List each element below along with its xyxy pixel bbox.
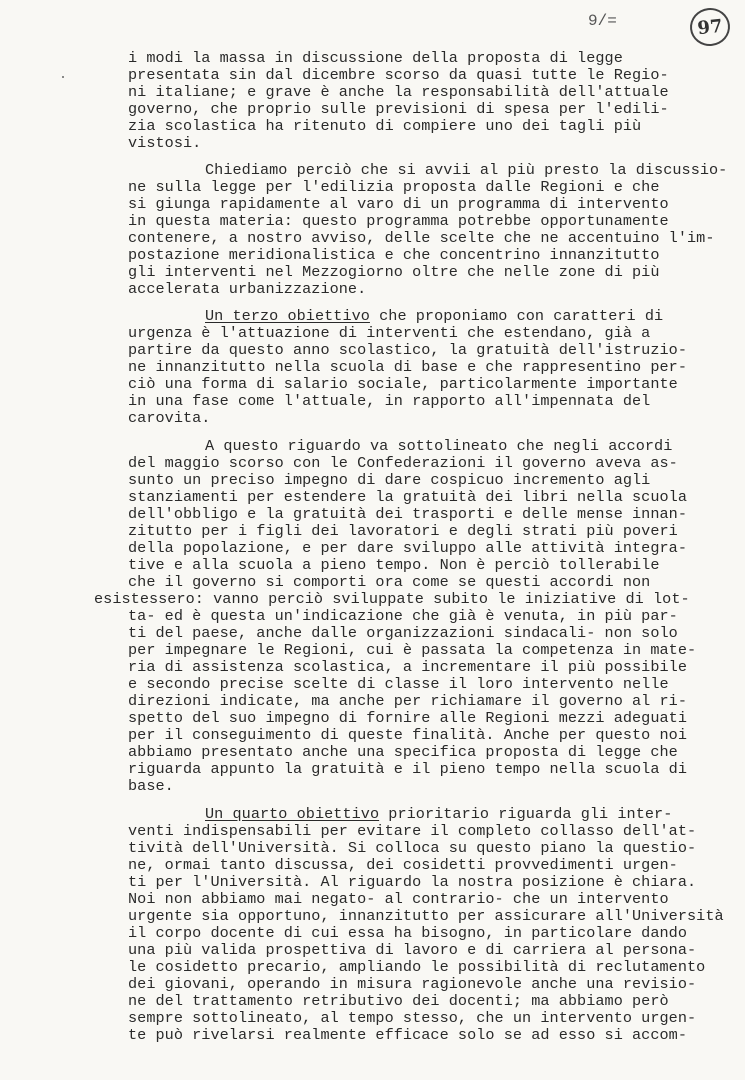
text-line: Noi non abbiamo mai negato- al contrario- che un intervento [128, 890, 669, 908]
text-line: urgente sia opportuno, innanzitutto per assicurare all'Università [128, 907, 724, 925]
text-line: ta- ed è questa un'indicazione che già è venuta, in più par- [128, 607, 678, 625]
text-line: base. [128, 777, 174, 795]
text-line: ria di assistenza scolastica, a incrementare il più possibile [128, 658, 688, 676]
text-line-heading [205, 806, 672, 823]
text-line: venti indispensabili per evitare il completo collasso dell'at- [128, 822, 697, 840]
text-line: del maggio scorso con le Confederazioni il governo aveva as- [128, 454, 678, 472]
page-stamp: 97 [688, 6, 732, 48]
text-line: della popolazione, e per dare sviluppo alle attività integra- [128, 539, 688, 557]
text-line: postazione meridionalistica e che concentrino innanzitutto [128, 246, 660, 264]
underlined-heading: Un terzo obiettivo [205, 307, 370, 325]
text-line: in una fase come l'attuale, in rapporto all'impennata del [128, 392, 651, 410]
text-line: gli interventi nel Mezzogiorno oltre che nelle zone di più [128, 263, 660, 281]
text-line: i modi la massa in discussione della proposta di legge [128, 49, 623, 67]
text-line: dell'obbligo e la gratuità dei trasporti e delle mense innan- [128, 505, 688, 523]
text-line: zitutto per i figli dei lavoratori e degli strati più poveri [128, 522, 678, 540]
paper-speck [62, 76, 64, 78]
text-line: ciò una forma di salario sociale, particolarmente importante [128, 375, 678, 393]
text-line-heading [205, 308, 663, 325]
text-line: che il governo si comporti ora come se questi accordi non [128, 573, 651, 591]
text-line: A questo riguardo va sottolineato che negli accordi [205, 437, 673, 455]
text-line: ti del paese, anche dalle organizzazioni sindacali- non solo [128, 624, 678, 642]
text-line: sunto un preciso impegno di dare cospicuo incremento agli [128, 471, 651, 489]
text-line: contenere, a nostro avviso, delle scelte che ne accentuino l'im- [128, 229, 715, 247]
text-line: abbiamo presentato anche una specifica proposta di legge che [128, 743, 678, 761]
text-line: ni italiane; e grave è anche la responsabilità dell'attuale [128, 83, 669, 101]
text-line: tività dell'Università. Si colloca su questo piano la questio- [128, 839, 697, 857]
text-line: te può rivelarsi realmente efficace solo se ad esso si accom- [128, 1026, 688, 1044]
text-line: ti per l'Università. Al riguardo la nostra posizione è chiara. [128, 873, 697, 891]
text-line: per impegnare le Regioni, cui è passata la competenza in mate- [128, 641, 697, 659]
text-line: per il conseguimento di queste finalità. Anche per questo noi [128, 726, 688, 744]
text-line: spetto del suo impegno di fornire alle Regioni mezzi adeguati [128, 709, 688, 727]
text-line: partire da questo anno scolastico, la gratuità dell'istruzio- [128, 341, 688, 359]
text-line: si giunga rapidamente al varo di un programma di intervento [128, 195, 669, 213]
text-line: zia scolastica ha ritenuto di compiere uno dei tagli più [128, 117, 642, 135]
text-line: sempre sottolineato, al tempo stesso, che un intervento urgen- [128, 1009, 697, 1027]
text-line: ne del trattamento retributivo dei docenti; ma abbiamo però [128, 992, 669, 1010]
text-line: tive e alla scuola a pieno tempo. Non è perciò tollerabile [128, 556, 660, 574]
text-line: riguarda appunto la gratuità e il pieno tempo nella scuola di [128, 760, 688, 778]
text-line: urgenza è l'attuazione di interventi che estendano, già a [128, 324, 651, 342]
text-line: e secondo precise scelte di classe il loro intervento nelle [128, 675, 669, 693]
text-line: carovita. [128, 409, 211, 427]
text-line: ne sulla legge per l'edilizia proposta dalle Regioni e che [128, 178, 660, 196]
text-line: esistessero: vanno perciò sviluppate subito le iniziative di lot- [94, 590, 690, 608]
text-line: il corpo docente di cui essa ha bisogno, in particolare dando [128, 924, 688, 942]
heading-continuation: prioritario riguarda gli inter- [379, 805, 673, 823]
text-line: direzioni indicate, ma anche per richiamare il governo al ri- [128, 692, 688, 710]
text-line: vistosi. [128, 134, 202, 152]
text-line: presentata sin dal dicembre scorso da quasi tutte le Regio- [128, 66, 669, 84]
underlined-heading: Un quarto obiettivo [205, 805, 380, 823]
text-line: Chiediamo perciò che si avvii al più presto la discussio- [205, 161, 728, 179]
text-line: stanziamenti per estendere la gratuità dei libri nella scuola [128, 488, 688, 506]
text-line: ne, ormai tanto discussa, dei cosidetti provvedimenti urgen- [128, 856, 678, 874]
text-line: dei giovani, operando in misura ragionevole anche una revisio- [128, 975, 697, 993]
text-line: ne innanzitutto nella scuola di base e che rappresentino per- [128, 358, 688, 376]
page-number: 9/= [588, 12, 617, 30]
text-line: in questa materia: questo programma potrebbe opportunamente [128, 212, 669, 230]
text-line: governo, che proprio sulle previsioni di spesa per l'edili- [128, 100, 669, 118]
text-line: le cosidetto precario, ampliando le possibilità di reclutamento [128, 958, 706, 976]
heading-continuation: che proponiamo con caratteri di [369, 307, 664, 325]
text-line: una più valida prospettiva di lavoro e di carriera al persona- [128, 941, 697, 959]
text-line: accelerata urbanizzazione. [128, 280, 367, 298]
